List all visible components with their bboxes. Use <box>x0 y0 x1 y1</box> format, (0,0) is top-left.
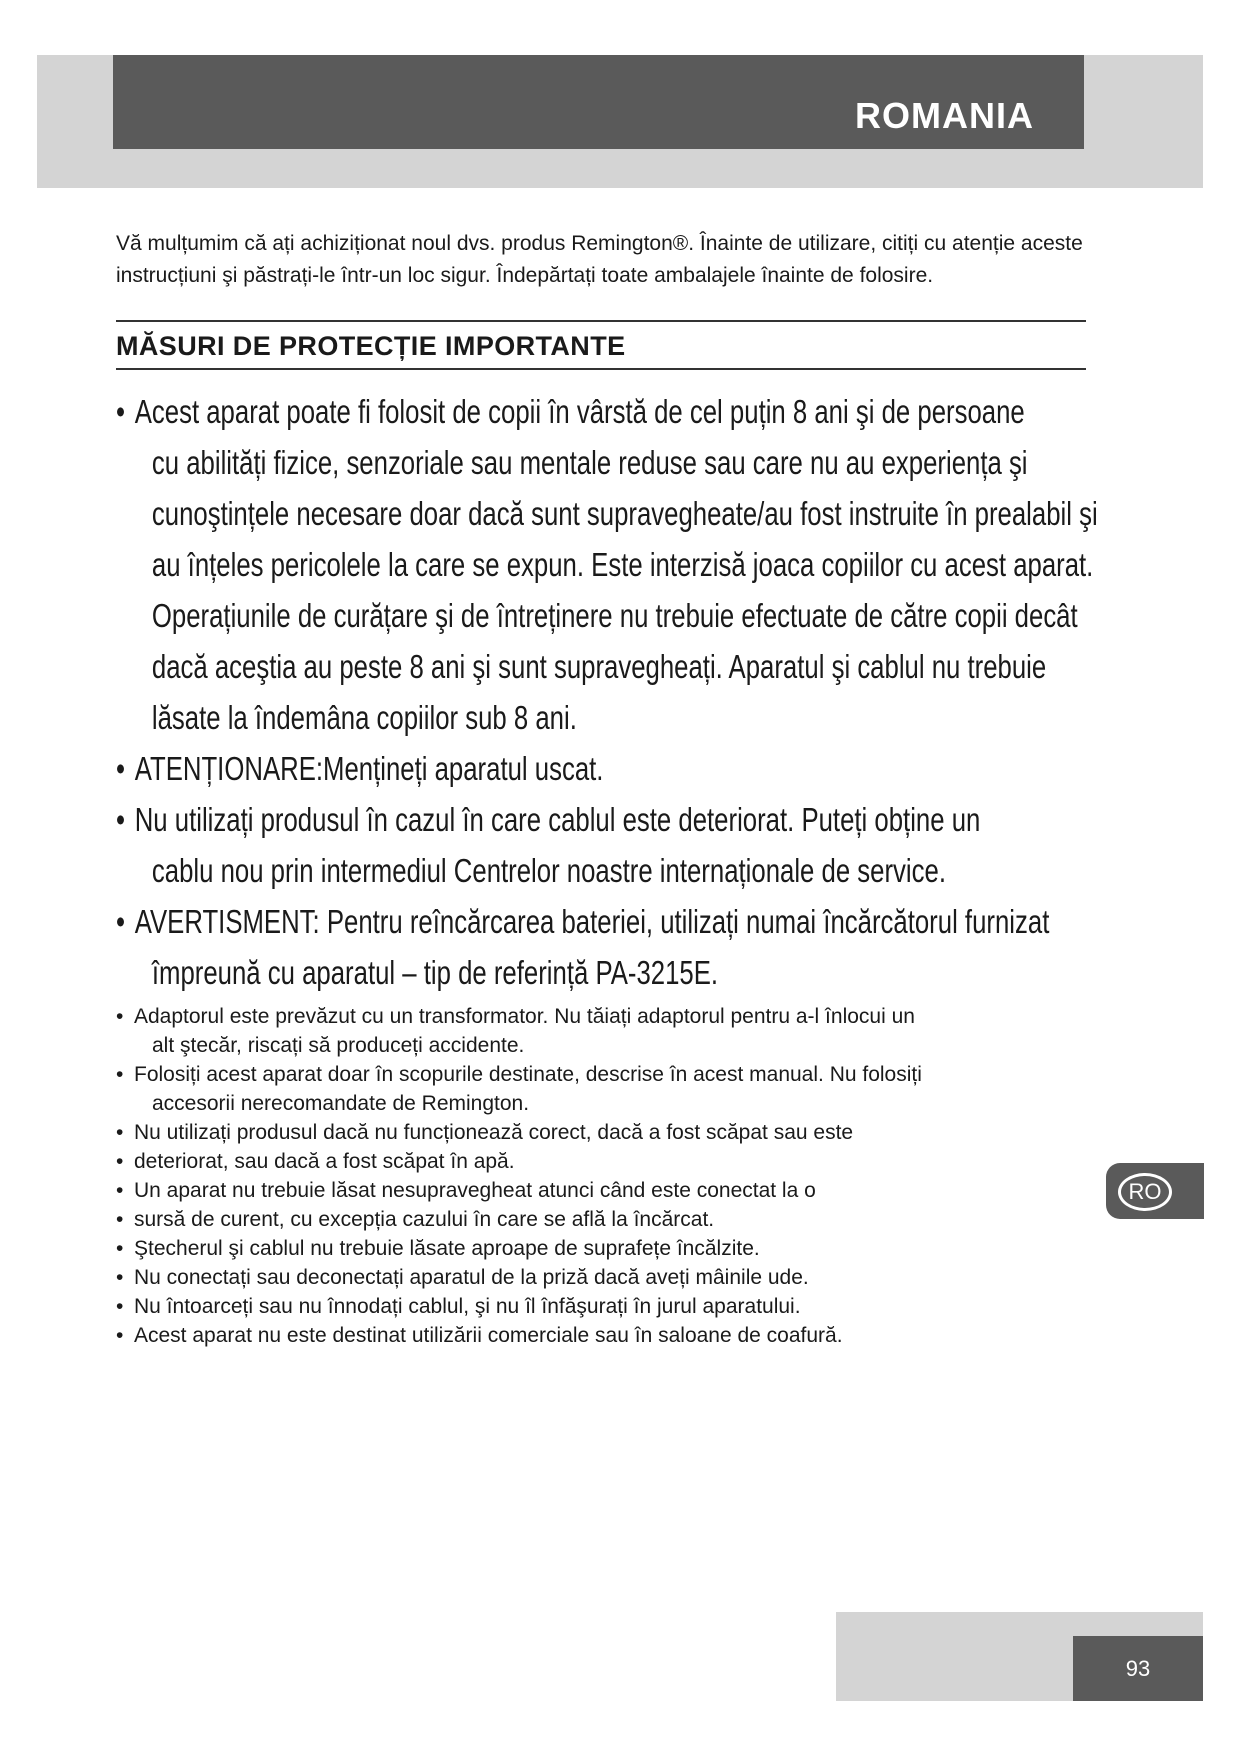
bullet-icon: • <box>116 1266 124 1289</box>
list-item: • Ştecherul şi cablul nu trebuie lăsate aproape de suprafețe încălzite. <box>116 1234 1086 1263</box>
list-item: • sursă de curent, cu excepția cazului în care se află la încărcat. <box>116 1205 1086 1234</box>
list-item: • deteriorat, sau dacă a fost scăpat în apă. <box>116 1147 1086 1176</box>
list-item: • Acest aparat nu este destinat utilizării comerciale sau în saloane de coafură. <box>116 1321 1086 1350</box>
warnings-list <box>116 1002 1086 1350</box>
bullet-icon: • <box>116 393 126 430</box>
bullet-icon: • <box>116 1150 124 1173</box>
list-item: • Adaptorul este prevăzut cu un transformator. Nu tăiați adaptorul pentru a-l înlocui un alt ştecăr, riscați să produceți accidente. <box>116 1002 1086 1060</box>
bullet-icon: • <box>116 1121 124 1144</box>
content <box>116 228 1098 1350</box>
list-item: • Nu conectați sau deconectați aparatul de la priză dacă aveți mâinile ude. <box>116 1263 1086 1292</box>
bullet-icon: • <box>116 1063 124 1086</box>
bullet-icon: • <box>116 1295 124 1318</box>
bullet-icon: • <box>116 1208 124 1231</box>
bullet-icon: • <box>116 903 126 940</box>
language-badge: RO <box>1118 1173 1172 1211</box>
list-item: • Nu întoarceți sau nu înnodați cablul, şi nu îl înfăşurați în jurul aparatului. <box>116 1292 1086 1321</box>
large-warnings-list <box>116 386 1098 998</box>
page-number: 93 <box>1073 1636 1203 1701</box>
list-item: • Acest aparat poate fi folosit de copii în vârstă de cel puțin 8 ani şi de persoane cu abilități fizice, senzoriale sau mentale reduse sau care nu au experiența şi cunoştințele necesare doar dacă sunt supravegheate/au fost instruite în prealabil şi au înțeles pericolele la care se expun. Este interzisă joaca copiilor cu acest aparat. Operațiunile de curățare şi de întreținere nu trebuie efectuate de către copii decât dacă aceştia au peste 8 ani şi sunt supravegheați. Aparatul şi cablul nu trebuie lăsate la îndemâna copiilor sub 8 ani. <box>116 386 1103 743</box>
bullet-icon: • <box>116 801 126 838</box>
section-heading: MĂSURI DE PROTECȚIE IMPORTANTE <box>116 320 1086 370</box>
list-item: • Nu utilizați produsul dacă nu funcționează corect, dacă a fost scăpat sau este <box>116 1118 1086 1147</box>
list-item: • ATENȚIONARE:Mențineți aparatul uscat. <box>116 743 1103 794</box>
bullet-icon: • <box>116 750 126 787</box>
list-item: • AVERTISMENT: Pentru reîncărcarea bateriei, utilizați numai încărcătorul furnizat împreună cu aparatul – tip de referință PA-3215E. <box>116 896 1103 998</box>
bullet-icon: • <box>116 1005 124 1028</box>
header-bar <box>113 55 1084 149</box>
page-title: ROMANIA <box>855 95 1034 136</box>
language-tab <box>1106 1163 1204 1219</box>
bullet-icon: • <box>116 1237 124 1260</box>
list-item: • Nu utilizați produsul în cazul în care cablul este deteriorat. Puteți obține un cablu nou prin intermediul Centrelor noastre internaționale de service. <box>116 794 1103 896</box>
bullet-icon: • <box>116 1324 124 1347</box>
list-item: • Un aparat nu trebuie lăsat nesupravegheat atunci când este conectat la o <box>116 1176 1086 1205</box>
footer-band <box>836 1612 1203 1701</box>
intro-text: Vă mulțumim că ați achiziționat noul dvs. produs Remington®. Înainte de utilizare, citiți cu atenție aceste instrucțiuni şi păstrați-le într-un loc sigur. Îndepărtați toate ambalajele înainte de folosire. <box>116 232 1083 287</box>
list-item: • Folosiți acest aparat doar în scopurile destinate, descrise în acest manual. Nu folosiți accesorii nerecomandate de Remington. <box>116 1060 1086 1118</box>
bullet-icon: • <box>116 1179 124 1202</box>
